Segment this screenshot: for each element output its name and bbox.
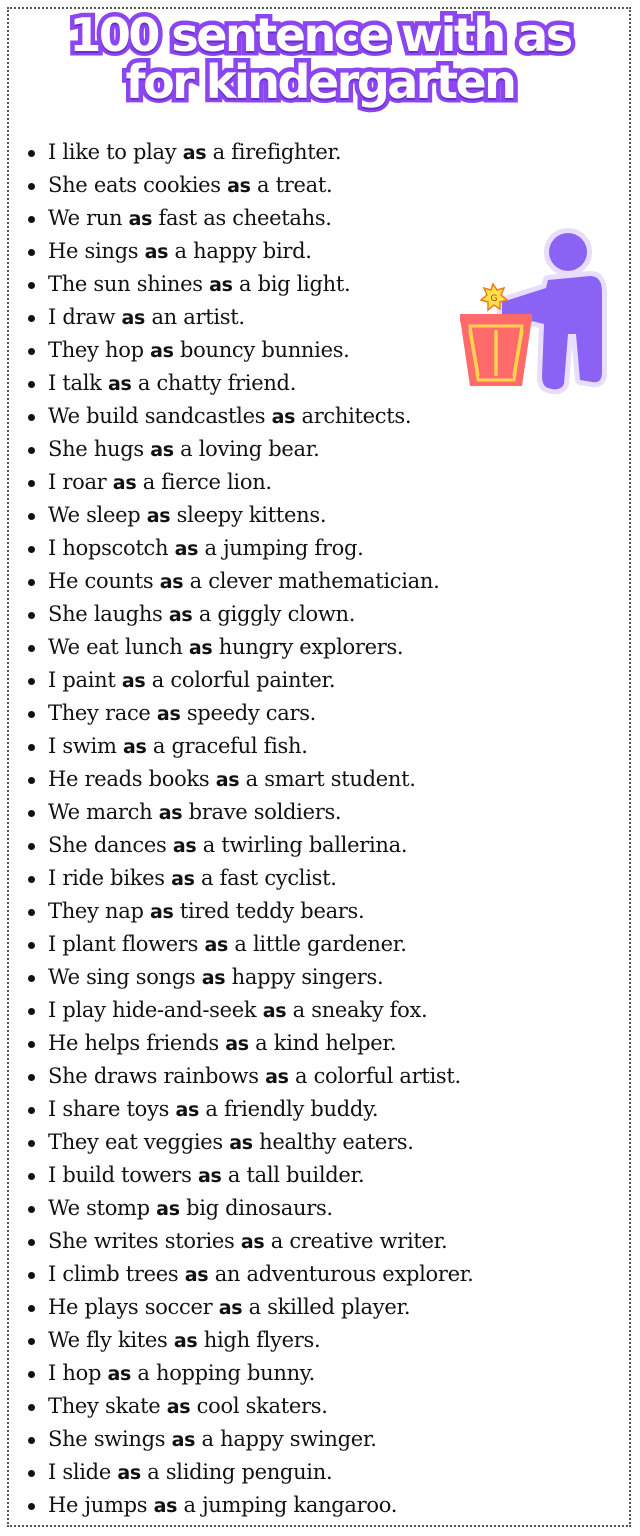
sentence-item: [0, 1159, 620, 1192]
sentence-text-after: a sneaky fox.: [286, 998, 428, 1022]
person-throwing-trash-icon: [456, 222, 612, 398]
sentence-text-after: a fierce lion.: [136, 470, 272, 494]
sentence-text-before: She hugs: [48, 437, 151, 461]
sentence-item: [0, 994, 620, 1027]
sentence-text-after: bouncy bunnies.: [173, 338, 350, 362]
sentence-text-before: He helps friends: [48, 1031, 226, 1055]
sentence-text-before: They nap: [48, 899, 150, 923]
sentence-keyword: as: [184, 1264, 209, 1286]
sentence-text-before: I build towers: [48, 1163, 198, 1187]
sentence-item: [0, 664, 620, 697]
sentence-text-after: a chatty friend.: [131, 371, 297, 395]
sentence-text-after: a big light.: [232, 272, 351, 296]
page-title: [0, 8, 640, 109]
sentence-text-after: a treat.: [250, 173, 333, 197]
sentence-keyword: as: [171, 868, 195, 890]
sentence-keyword: as: [171, 1429, 196, 1451]
sentence-text-after: an adventurous explorer.: [208, 1262, 474, 1286]
sentence-item: [0, 1192, 620, 1225]
sentence-keyword: as: [122, 736, 147, 758]
sentence-item: [0, 1027, 620, 1060]
sentence-keyword: as: [215, 769, 240, 791]
sentence-text-before: I slide: [48, 1460, 118, 1484]
sentence-text-after: cool skaters.: [190, 1394, 328, 1418]
sentence-text-after: brave soldiers.: [182, 800, 342, 824]
sentence-text-after: high flyers.: [197, 1328, 321, 1352]
sentence-item: [0, 1324, 620, 1357]
sentence-text-before: I talk: [48, 371, 108, 395]
sentence-item: [0, 730, 620, 763]
sentence-text-before: I play hide-and-seek: [48, 998, 263, 1022]
sentence-item: [0, 631, 620, 664]
sentence-text-before: I like to play: [48, 140, 183, 164]
sentence-text-after: a twirling ballerina.: [196, 833, 408, 857]
sentence-keyword: as: [225, 1033, 249, 1055]
sentence-item: [0, 433, 620, 466]
sentence-text-before: She draws rainbows: [48, 1064, 266, 1088]
sentence-text-after: a little gardener.: [228, 932, 407, 956]
sentence-text-after: a smart student.: [239, 767, 416, 791]
sentence-text-after: speedy cars.: [180, 701, 317, 725]
sentence-text-after: a creative writer.: [264, 1229, 448, 1253]
sentence-item: [0, 1423, 620, 1456]
sentence-item: [0, 862, 620, 895]
sentence-keyword: as: [128, 208, 153, 230]
sentence-text-after: a tall builder.: [221, 1163, 365, 1187]
sentence-text-before: I plant flowers: [48, 932, 205, 956]
sentence-text-before: I ride bikes: [48, 866, 172, 890]
sentence-text-before: I draw: [48, 305, 122, 329]
sentence-text-before: We sleep: [48, 503, 147, 527]
sentence-item: [0, 1225, 620, 1258]
sentence-keyword: as: [117, 1462, 141, 1484]
svg-text:G: G: [490, 294, 498, 304]
sentence-item: [0, 1126, 620, 1159]
sentence-item: [0, 829, 620, 862]
sentence-keyword: as: [158, 802, 183, 824]
sentence-text-after: a clever mathematician.: [183, 569, 440, 593]
sentence-text-after: big dinosaurs.: [179, 1196, 333, 1220]
sentence-text-after: healthy eaters.: [252, 1130, 414, 1154]
sentence-keyword: as: [107, 373, 132, 395]
sentence-text-after: a hopping bunny.: [131, 1361, 315, 1385]
sentence-item: [0, 1489, 620, 1522]
sentence-keyword: as: [173, 1330, 198, 1352]
sentence-keyword: as: [182, 142, 207, 164]
sentence-item: [0, 1357, 620, 1390]
sentence-keyword: as: [204, 934, 229, 956]
sentence-item: [0, 1258, 620, 1291]
sentence-text-after: tired teddy bears.: [173, 899, 365, 923]
sentence-keyword: as: [229, 1132, 253, 1154]
sentence-text-after: a jumping kangaroo.: [177, 1493, 398, 1517]
sentence-text-before: I climb trees: [48, 1262, 185, 1286]
sentence-keyword: as: [112, 472, 137, 494]
sentence-text-after: a skilled player.: [242, 1295, 411, 1319]
sentence-text-after: a sliding penguin.: [140, 1460, 333, 1484]
sentence-keyword: as: [188, 637, 213, 659]
sentence-text-before: We sing songs: [48, 965, 202, 989]
sentence-text-after: a happy swinger.: [195, 1427, 377, 1451]
sentence-item: [0, 1390, 620, 1423]
sentence-text-before: He sings: [48, 239, 145, 263]
sentence-keyword: as: [121, 670, 146, 692]
sentence-text-after: a giggly clown.: [192, 602, 356, 626]
sentence-text-before: We fly kites: [48, 1328, 174, 1352]
sentence-text-before: They race: [48, 701, 157, 725]
sentence-text-before: She dances: [48, 833, 173, 857]
sentence-keyword: as: [172, 835, 197, 857]
sentence-text-after: hungry explorers.: [212, 635, 404, 659]
sentence-item: [0, 1456, 620, 1489]
sentence-item: [0, 763, 620, 796]
sentence-text-before: She swings: [48, 1427, 172, 1451]
sentence-text-after: a graceful fish.: [146, 734, 308, 758]
sentence-item: [0, 169, 620, 202]
sentence-keyword: as: [156, 1198, 180, 1220]
sentence-keyword: as: [150, 439, 174, 461]
sentence-text-before: The sun shines: [48, 272, 210, 296]
sentence-text-after: sleepy kittens.: [170, 503, 327, 527]
sentence-keyword: as: [175, 1099, 199, 1121]
sentence-text-before: We stomp: [48, 1196, 157, 1220]
sentence-text-after: a fast cyclist.: [194, 866, 337, 890]
sentence-keyword: as: [166, 1396, 191, 1418]
sentence-text-before: They hop: [48, 338, 151, 362]
sentence-text-before: He plays soccer: [48, 1295, 219, 1319]
sentence-keyword: as: [174, 538, 199, 560]
sentence-keyword: as: [107, 1363, 131, 1385]
sentence-item: [0, 895, 620, 928]
sentence-keyword: as: [156, 703, 181, 725]
sentence-item: [0, 532, 620, 565]
sentence-text-before: We run: [48, 206, 129, 230]
sentence-keyword: as: [240, 1231, 265, 1253]
sentence-keyword: as: [149, 901, 174, 923]
sentence-keyword: as: [209, 274, 233, 296]
sentence-keyword: as: [262, 1000, 287, 1022]
sentence-text-before: They skate: [48, 1394, 167, 1418]
sentence-item: [0, 1093, 620, 1126]
sentence-text-before: I roar: [48, 470, 113, 494]
sentence-keyword: as: [197, 1165, 222, 1187]
sentence-item: [0, 796, 620, 829]
sentence-item: [0, 697, 620, 730]
sentence-text-before: She eats cookies: [48, 173, 228, 197]
sentence-text-before: I hop: [48, 1361, 108, 1385]
sentence-keyword: as: [271, 406, 296, 428]
sentence-item: [0, 136, 620, 169]
sentence-item: [0, 1060, 620, 1093]
sentence-keyword: as: [153, 1495, 178, 1517]
sentence-item: [0, 466, 620, 499]
sentence-text-after: a colorful painter.: [145, 668, 336, 692]
sentence-text-after: a kind helper.: [248, 1031, 397, 1055]
sentence-text-after: an artist.: [145, 305, 245, 329]
sentence-text-after: a colorful artist.: [288, 1064, 461, 1088]
sentence-keyword: as: [150, 340, 174, 362]
title-line-2: for kindergarten: [125, 55, 515, 109]
sentence-text-after: a firefighter.: [206, 140, 342, 164]
sentence-text-after: architects.: [295, 404, 412, 428]
sentence-text-before: He jumps: [48, 1493, 154, 1517]
title-line-1: 100 sentence with as: [69, 8, 571, 62]
sentence-item: [0, 928, 620, 961]
sentence-keyword: as: [265, 1066, 289, 1088]
sentence-item: [0, 961, 620, 994]
sentence-text-before: I swim: [48, 734, 123, 758]
sentence-item: [0, 598, 620, 631]
sentence-keyword: as: [144, 241, 169, 263]
sentence-keyword: as: [218, 1297, 243, 1319]
sentence-keyword: as: [146, 505, 171, 527]
sentence-text-after: fast as cheetahs.: [152, 206, 332, 230]
sentence-item: [0, 1291, 620, 1324]
sentence-text-before: We march: [48, 800, 159, 824]
sentence-text-after: a happy bird.: [168, 239, 312, 263]
sentence-text-before: She laughs: [48, 602, 169, 626]
sentence-text-after: a jumping frog.: [198, 536, 364, 560]
sentence-keyword: as: [227, 175, 251, 197]
sentence-text-after: a loving bear.: [173, 437, 320, 461]
sentence-text-before: He reads books: [48, 767, 216, 791]
sentence-text-before: We build sandcastles: [48, 404, 272, 428]
sentence-item: [0, 400, 620, 433]
sentence-text-before: I paint: [48, 668, 122, 692]
sentence-item: [0, 565, 620, 598]
sentence-item: [0, 499, 620, 532]
sentence-keyword: as: [159, 571, 184, 593]
sentence-text-before: She writes stories: [48, 1229, 241, 1253]
sentence-text-before: They eat veggies: [48, 1130, 230, 1154]
sentence-text-before: He counts: [48, 569, 160, 593]
sentence-keyword: as: [168, 604, 193, 626]
sentence-text-before: We eat lunch: [48, 635, 189, 659]
sentence-keyword: as: [121, 307, 146, 329]
sentence-text-before: I hopscotch: [48, 536, 175, 560]
sentence-text-before: I share toys: [48, 1097, 176, 1121]
sentence-keyword: as: [201, 967, 226, 989]
sentence-text-after: happy singers.: [225, 965, 384, 989]
sentence-text-after: a friendly buddy.: [198, 1097, 379, 1121]
